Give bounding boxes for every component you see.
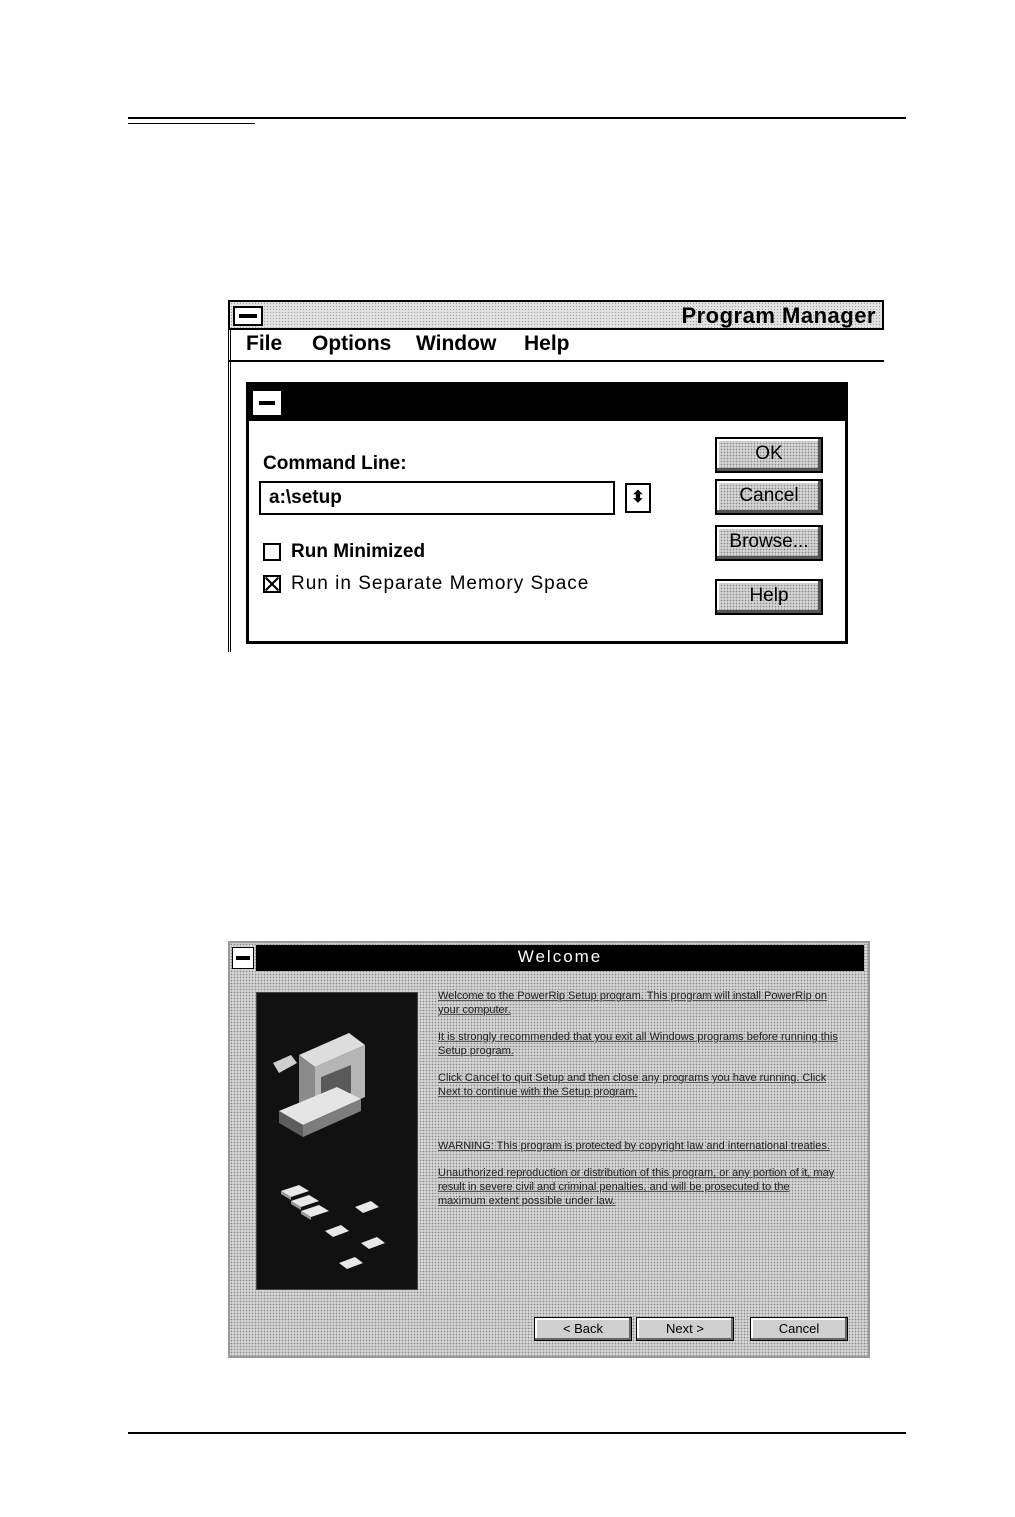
browse-button-label: Browse... [729, 531, 809, 552]
bottom-rule [128, 1432, 906, 1434]
setup-illustration [256, 992, 418, 1290]
welcome-titlebar[interactable] [230, 943, 868, 973]
welcome-text [438, 989, 840, 1221]
cancel-button-label: Cancel [778, 1321, 820, 1336]
top-rule [128, 117, 906, 119]
command-line-input[interactable] [259, 481, 615, 515]
cancel-button[interactable] [715, 479, 823, 515]
cancel-button-label: Cancel [739, 485, 799, 506]
computer-with-disks-icon [257, 993, 417, 1289]
system-menu-icon[interactable] [232, 947, 254, 969]
run-minimized-label: Run Minimized [291, 541, 426, 562]
program-manager-titlebar[interactable] [228, 300, 884, 330]
warning-paragraph: Unauthorized reproduction or distribution of this program, or any portion of it, may result in severe civil and criminal penalties, and will be prosecuted to the maximum extent possible under law. [438, 1167, 835, 1207]
top-rule-short [128, 123, 255, 124]
menu-help[interactable]: Help [524, 332, 570, 355]
run-separate-memory-label: Run in Separate Memory Space [291, 573, 590, 594]
ok-button-label: OK [755, 443, 783, 464]
run-separate-memory-option[interactable] [263, 573, 589, 595]
down-arrow-icon[interactable]: ⬍ [625, 483, 651, 513]
welcome-dialog [228, 941, 870, 1358]
run-minimized-checkbox[interactable] [263, 543, 281, 561]
welcome-paragraph: Click Cancel to quit Setup and then close any programs you have running. Click Next to continue with the Setup program. [438, 1072, 827, 1098]
system-menu-icon[interactable] [233, 306, 263, 326]
cancel-button[interactable] [750, 1317, 848, 1341]
help-button[interactable] [715, 579, 823, 615]
system-menu-icon[interactable] [253, 391, 281, 415]
program-manager-window [228, 300, 888, 652]
menu-bar [228, 330, 884, 362]
run-dialog-titlebar[interactable] [249, 385, 845, 421]
welcome-paragraph: It is strongly recommended that you exit all Windows programs before running this Setup program. [438, 1031, 838, 1057]
help-button-label: Help [749, 585, 789, 606]
next-button[interactable] [636, 1317, 734, 1341]
warning-paragraph: WARNING: This program is protected by copyright law and international treaties. [438, 1140, 830, 1152]
back-button-label: < Back [562, 1321, 604, 1336]
menu-window[interactable]: Window [416, 332, 497, 355]
run-separate-memory-checkbox[interactable] [263, 575, 281, 593]
welcome-title: Welcome [517, 947, 603, 966]
welcome-paragraph: Welcome to the PowerRip Setup program. This program will install PowerRip on your computer. [438, 990, 828, 1016]
window-title: Program Manager [681, 303, 876, 328]
menu-options[interactable]: Options [312, 332, 392, 355]
browse-button[interactable] [715, 525, 823, 561]
menu-file[interactable]: File [246, 332, 283, 355]
next-button-label: Next > [666, 1321, 704, 1336]
ok-button[interactable] [715, 437, 823, 473]
run-minimized-option[interactable] [263, 541, 425, 563]
run-dialog [246, 382, 848, 644]
command-line-label: Command Line: [263, 453, 407, 474]
back-button[interactable] [534, 1317, 632, 1341]
